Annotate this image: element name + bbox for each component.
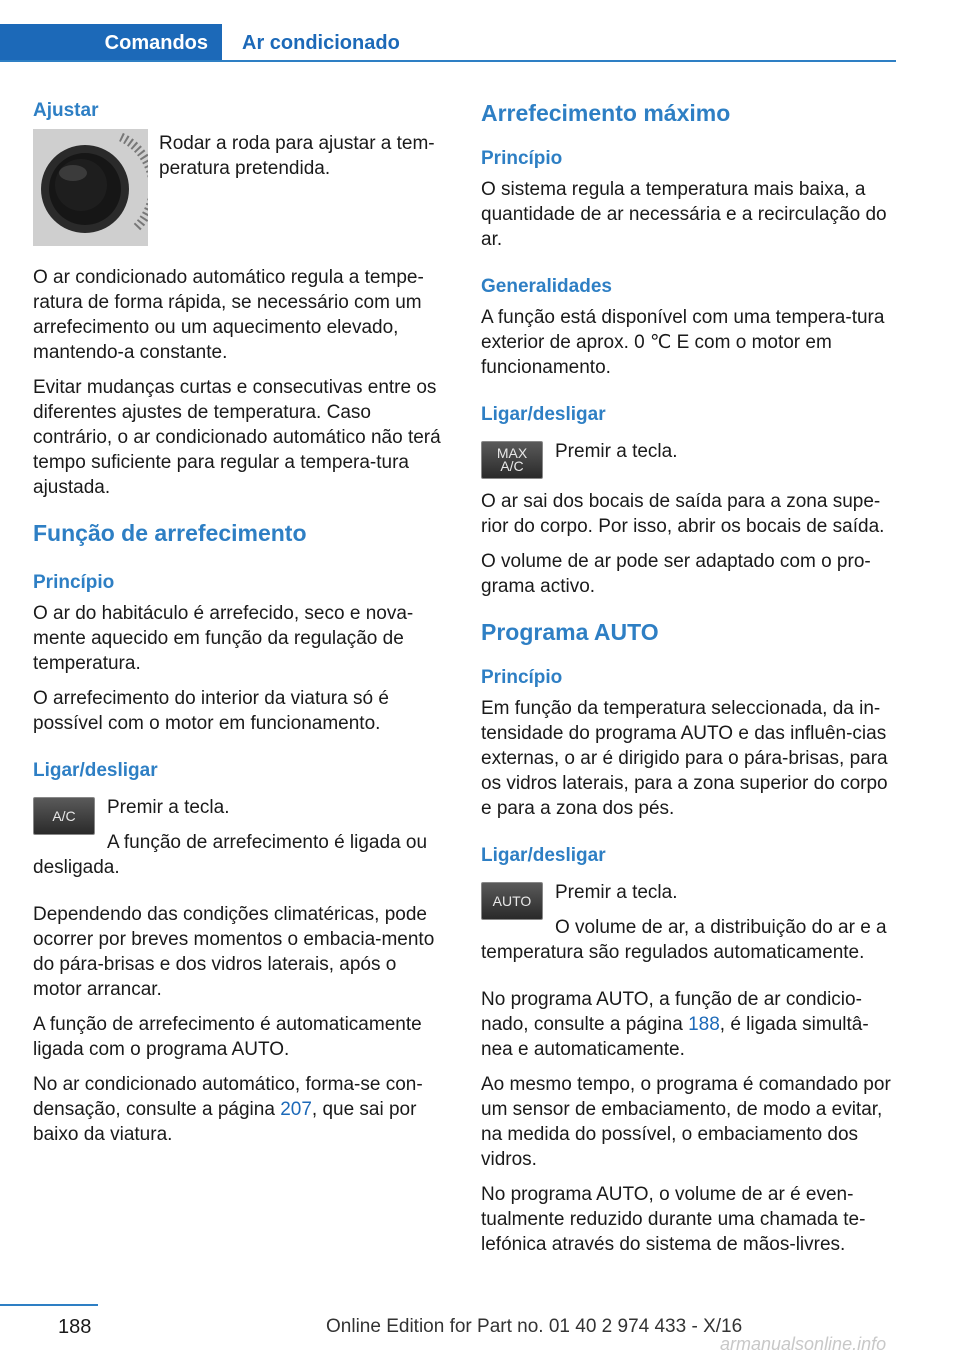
page-number: 188: [58, 1316, 92, 1338]
paragraph: Ao mesmo tempo, o programa é comandado por um sensor de embaciamento, de modo a evitar, na medida do possível, o embaciamento dos vidros.: [481, 1074, 891, 1170]
right-column: [481, 98, 897, 1267]
principio-heading: Princípio: [481, 148, 563, 169]
page-link-207[interactable]: 207: [280, 1099, 312, 1120]
paragraph: A função de arrefecimento é automaticamente ligada com o programa AUTO.: [33, 1014, 422, 1060]
edition-text: Online Edition for Part no. 01 40 2 974 433 - X/16: [326, 1316, 743, 1337]
press-key-text: Premir a tecla.: [555, 441, 678, 462]
temperature-dial-image: [33, 129, 148, 246]
header-bar: [0, 0, 896, 62]
ac-key-row: [33, 789, 447, 880]
ajustar-heading: Ajustar: [33, 100, 99, 121]
paragraph: No programa AUTO, o volume de ar é even-tualmente reduzido durante uma chamada te-lefónica através do sistema de mãos-livres.: [481, 1184, 866, 1255]
principio-heading: Princípio: [481, 667, 563, 688]
paragraph: O ar condicionado automático regula a tempe-ratura de forma rápida, se necessário com um arrefecimento ou um aquecimento elevado, mantendo-a constante.: [33, 267, 424, 363]
paragraph: O sistema regula a temperatura mais baixa, a quantidade de ar necessária e a recirculação do ar.: [481, 179, 887, 250]
section-title-arrefecimento: Função de arrefecimento: [33, 520, 307, 546]
generalidades-heading: Generalidades: [481, 276, 612, 297]
press-key-text: Premir a tecla.: [555, 882, 678, 903]
press-key-text: Premir a tecla.: [107, 797, 230, 818]
max-ac-key-row: [481, 433, 897, 489]
paragraph: A função está disponível com uma tempera-tura exterior de aprox. 0 ℃ E com o motor em funcionamento.: [481, 307, 885, 378]
dial-figure-row: [33, 129, 447, 253]
paragraph: O volume de ar pode ser adaptado com o pro-grama activo.: [481, 551, 871, 597]
page-link-188[interactable]: 188: [688, 1014, 720, 1035]
left-column: [33, 98, 447, 1157]
paragraph: No programa AUTO, a função de ar condicio-nado, consulte a página 188, é ligada simultâ-nea e automaticamente.: [481, 989, 869, 1060]
tab-comandos[interactable]: Comandos: [0, 24, 222, 62]
ajustar-text: Rodar a roda para ajustar a tem-peratura pretendida.: [159, 133, 435, 179]
ligar-desligar-heading: Ligar/desligar: [481, 845, 606, 866]
section-title-programa-auto: Programa AUTO: [481, 619, 659, 645]
paragraph: Evitar mudanças curtas e consecutivas entre os diferentes ajustes de temperatura. Caso contrário, o ar condicionado automático não terá tempo suficiente para regular a tempera-tura ajustada.: [33, 377, 441, 498]
tab-ar-condicionado[interactable]: Ar condicionado: [242, 31, 400, 54]
auto-text-line: O volume de ar, a distribuição do ar e a: [555, 917, 887, 938]
max-ac-key-icon: MAX A/C: [481, 441, 543, 479]
paragraph: O arrefecimento do interior da viatura só é possível com o motor em funcionamento.: [33, 688, 389, 734]
ligar-desligar-heading: Ligar/desligar: [33, 760, 158, 781]
ligar-desligar-heading: Ligar/desligar: [481, 404, 606, 425]
paragraph: Em função da temperatura seleccionada, da in-tensidade do programa AUTO e das influên-cias externas, o ar é dirigido para o pára-brisas, para os vidros laterais, para a zona superior do corpo e para a zona dos pés.: [481, 698, 888, 819]
ac-toggle-text-line: A função de arrefecimento é ligada ou: [107, 832, 428, 853]
section-title-arrefecimento-maximo: Arrefecimento máximo: [481, 100, 731, 126]
auto-key-icon: AUTO: [481, 882, 543, 920]
footer-rule: [0, 1304, 98, 1306]
paragraph: O ar sai dos bocais de saída para a zona supe-rior do corpo. Por isso, abrir os bocais de saída.: [481, 491, 885, 537]
paragraph: O ar do habitáculo é arrefecido, seco e nova-mente aquecido em função da regulação de temperatura.: [33, 603, 414, 674]
auto-text-line: temperatura são regulados automaticamente.: [481, 942, 865, 963]
ac-toggle-text-line: desligada.: [33, 857, 120, 878]
principio-heading: Princípio: [33, 572, 115, 593]
auto-key-row: [481, 874, 897, 965]
paragraph: No ar condicionado automático, forma-se con-densação, consulte a página 207, que sai por baixo da viatura.: [33, 1074, 423, 1145]
header-rule: [0, 60, 896, 62]
paragraph: Dependendo das condições climatéricas, pode ocorrer por breves momentos o embacia-mento do pára-brisas e dos vidros laterais, após o motor arrancar.: [33, 904, 435, 1000]
ac-key-icon: A/C: [33, 797, 95, 835]
watermark: armanualsonline.info: [720, 1334, 887, 1354]
